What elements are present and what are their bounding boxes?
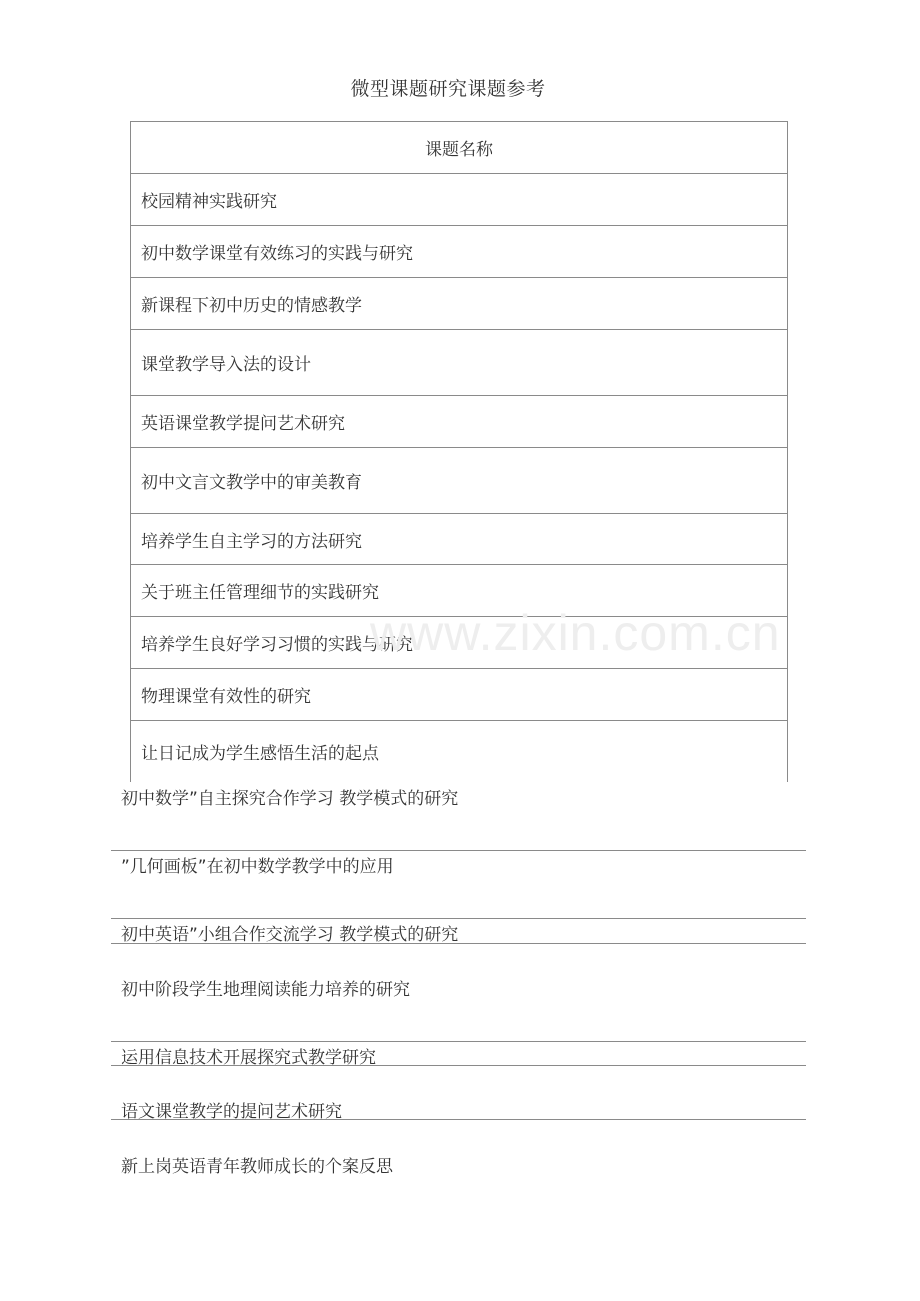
table-row: 校园精神实践研究 xyxy=(131,174,787,226)
list-item: 运用信息技术开展探究式教学研究 xyxy=(121,1048,376,1068)
list-item: 语文课堂教学的提问艺术研究 xyxy=(121,1102,342,1122)
divider xyxy=(111,1041,806,1042)
divider xyxy=(111,850,806,851)
list-item: 初中阶段学生地理阅读能力培养的研究 xyxy=(121,980,410,1000)
table-row: 新课程下初中历史的情感教学 xyxy=(131,278,787,330)
table-row: 物理课堂有效性的研究 xyxy=(131,669,787,721)
divider xyxy=(111,1065,806,1066)
table-row: 课堂教学导入法的设计 xyxy=(131,330,787,396)
watermark: www.zixin.com.cn xyxy=(370,605,781,661)
divider xyxy=(111,1119,806,1120)
table-row: 关于班主任管理细节的实践研究 xyxy=(131,565,787,617)
list-item: 新上岗英语青年教师成长的个案反思 xyxy=(121,1157,393,1177)
table-row: 初中文言文教学中的审美教育 xyxy=(131,448,787,514)
table-row: 英语课堂教学提问艺术研究 xyxy=(131,396,787,448)
table-row: 让日记成为学生感悟生活的起点 xyxy=(141,744,379,764)
table-row: 初中数学课堂有效练习的实践与研究 xyxy=(131,226,787,278)
table-header: 课题名称 xyxy=(131,122,787,174)
table-row: 培养学生良好学习习惯的实践与研究 xyxy=(131,617,787,669)
divider xyxy=(111,918,806,919)
divider xyxy=(111,943,806,944)
list-item: 初中数学”自主探究合作学习 教学模式的研究 xyxy=(121,789,459,809)
list-item: ”几何画板”在初中数学教学中的应用 xyxy=(121,857,394,877)
list-item: 初中英语”小组合作交流学习 教学模式的研究 xyxy=(121,925,459,945)
document-title: 微型课题研究课题参考 xyxy=(350,78,546,100)
table-row: 培养学生自主学习的方法研究 xyxy=(131,514,787,565)
